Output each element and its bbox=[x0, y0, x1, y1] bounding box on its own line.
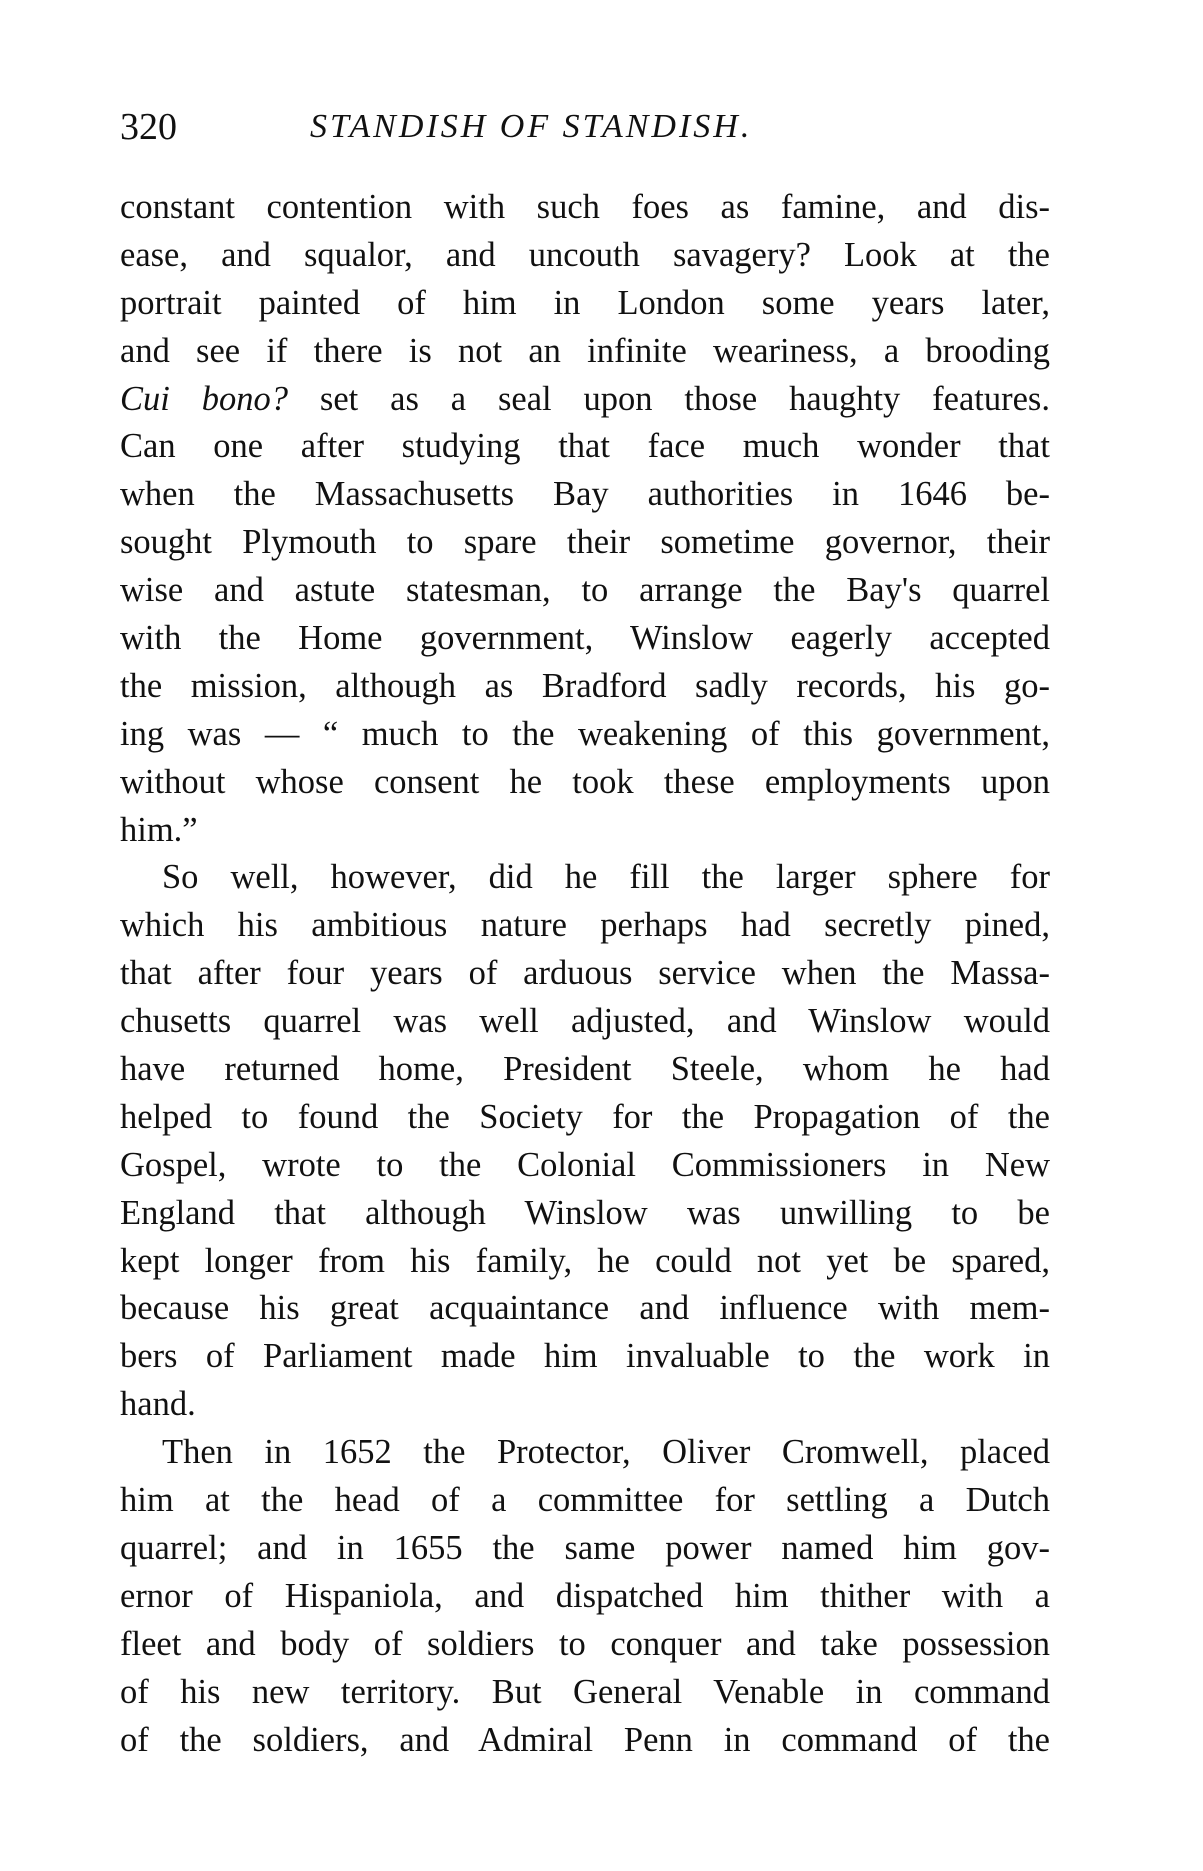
text-line: Then in 1652 the Protector, Oliver Cromwell, placed bbox=[162, 1433, 1050, 1472]
text-line: Gospel, wrote to the Colonial Commissioners in New bbox=[120, 1145, 1050, 1184]
text-line: ernor of Hispaniola, and dispatched him thither with a bbox=[120, 1576, 1050, 1615]
text-line: without whose consent he took these employments upon bbox=[120, 762, 1050, 801]
text-line: wise and astute statesman, to arrange the Bay's quarrel bbox=[120, 571, 1050, 610]
text-line: the mission, although as Bradford sadly records, his go- bbox=[120, 666, 1050, 705]
text-line: him at the head of a committee for settling a Dutch bbox=[120, 1481, 1050, 1520]
text-line: ease, and squalor, and uncouth savagery? Look at the bbox=[120, 235, 1050, 274]
text-line: So well, however, did he fill the larger sphere for bbox=[162, 858, 1050, 897]
text-line-rest: set as a seal upon those haughty features. bbox=[319, 379, 1050, 418]
text-line: sought Plymouth to spare their sometime governor, their bbox=[120, 523, 1050, 562]
page-number: 320 bbox=[120, 106, 177, 148]
text-line: have returned home, President Steele, whom he had bbox=[120, 1050, 1050, 1089]
text-line: of the soldiers, and Admiral Penn in command of the bbox=[120, 1720, 1050, 1759]
text-line: ing was — “ much to the weakening of this government, bbox=[120, 714, 1050, 753]
text-line: chusetts quarrel was well adjusted, and Winslow would bbox=[120, 1002, 1050, 1041]
text-line: with the Home government, Winslow eagerly accepted bbox=[120, 619, 1050, 658]
text-line: helped to found the Society for the Propagation of the bbox=[120, 1097, 1050, 1136]
text-line: bers of Parliament made him invaluable to the work in bbox=[120, 1337, 1050, 1376]
text-line: and see if there is not an infinite weariness, a brooding bbox=[120, 331, 1050, 370]
text-line: hand. bbox=[120, 1385, 196, 1424]
text-line: fleet and body of soldiers to conquer and take possession bbox=[120, 1624, 1050, 1663]
text-line bbox=[120, 376, 1050, 424]
text-line: quarrel; and in 1655 the same power named him gov- bbox=[120, 1528, 1050, 1567]
text-line: which his ambitious nature perhaps had secretly pined, bbox=[120, 906, 1050, 945]
text-line: portrait painted of him in London some years later, bbox=[120, 283, 1050, 322]
text-line: kept longer from his family, he could not yet be spared, bbox=[120, 1241, 1050, 1280]
text-line: of his new territory. But General Venable in command bbox=[120, 1672, 1050, 1711]
text-line: when the Massachusetts Bay authorities in 1646 be- bbox=[120, 475, 1050, 514]
running-title: STANDISH OF STANDISH. bbox=[310, 108, 753, 145]
page-header bbox=[120, 102, 1050, 152]
text-line: constant contention with such foes as famine, and dis- bbox=[120, 188, 1050, 226]
body-text bbox=[120, 184, 1050, 1764]
text-line: England that although Winslow was unwilling to be bbox=[120, 1193, 1050, 1232]
italic-phrase: Cui bono? bbox=[120, 379, 288, 418]
text-line: him.” bbox=[120, 810, 198, 849]
text-line: Can one after studying that face much wonder that bbox=[120, 427, 1050, 466]
text-line: that after four years of arduous service when the Massa- bbox=[120, 954, 1050, 993]
text-line: because his great acquaintance and influence with mem- bbox=[120, 1289, 1050, 1328]
